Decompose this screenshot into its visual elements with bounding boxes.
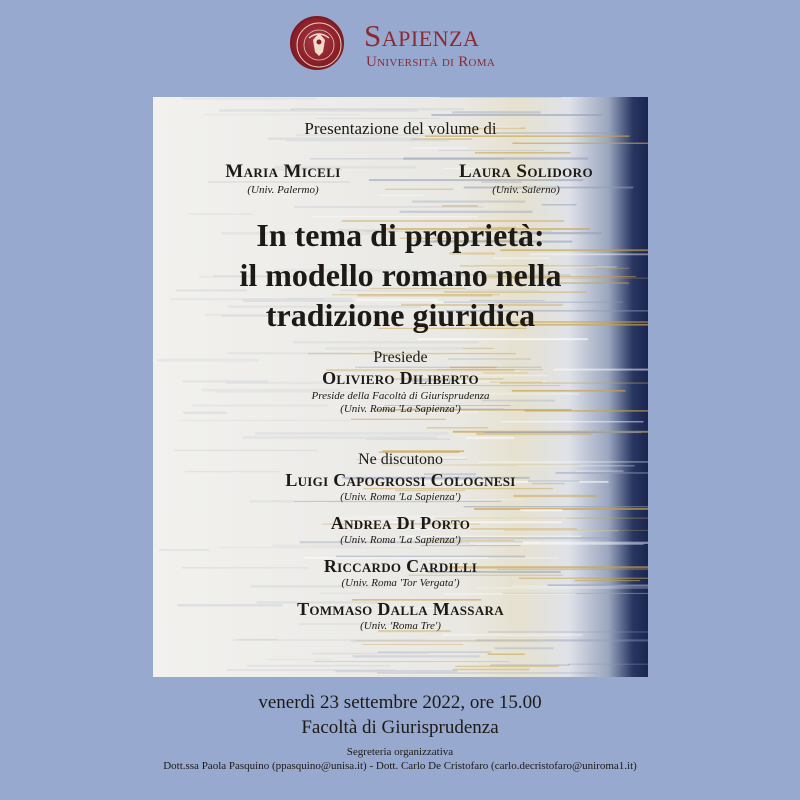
brand-subtitle: Università di Roma [366,54,496,70]
secretariat-label: Segreteria organizzativa [346,746,454,758]
discussant-affiliation: (Univ. Roma 'Tor Vergata') [341,577,460,589]
chair-section [153,349,648,416]
author-name: Laura Solidoro [459,161,593,182]
discussant-affiliation: (Univ. 'Roma Tre') [360,620,441,632]
chair-name: Oliviero Diliberto [322,368,479,388]
event-date: venerdì 23 settembre 2022, ore 15.00 [258,692,542,713]
discussant [153,556,648,590]
book-title [153,215,648,335]
event-venue: Facoltà di Giurisprudenza [301,717,499,738]
sapienza-logo [290,14,530,86]
title-line: In tema di proprietà: [256,217,545,253]
discussant-affiliation: (Univ. Roma 'La Sapienza') [340,534,461,546]
author-affiliation: (Univ. Salerno) [492,184,560,196]
chair-role: Presiede [373,349,428,366]
title-line: il modello romano nella [239,257,562,293]
author-2 [431,161,621,196]
discussant-name: Andrea Di Porto [330,513,471,533]
discussant-name: Tommaso Dalla Massara [297,599,504,619]
discussants-section [153,451,648,633]
secretariat-contacts: Dott.ssa Paola Pasquino (ppasquino@unisa.it) - Dott. Carlo De Cristofaro (carlo.decristofaro@uniroma1.it) [163,760,637,772]
chair-affiliation: Preside della Facoltà di Giurisprudenza [311,390,490,402]
discussant [153,599,648,633]
author-1 [203,161,363,196]
discussant-name: Luigi Capogrossi Colognesi [285,470,516,490]
author-affiliation: (Univ. Palermo) [247,184,319,196]
discussant [153,470,648,504]
brand-name: Sapienza [364,18,480,53]
discussant [153,513,648,547]
discussant-affiliation: (Univ. Roma 'La Sapienza') [340,491,461,503]
university-seal-icon [290,16,344,70]
discussants-label: Ne discutono [358,451,443,468]
author-name: Maria Miceli [225,161,341,182]
intro-text: Presentazione del volume di [304,119,497,138]
chair-affiliation-university: (Univ. Roma 'La Sapienza') [340,403,461,415]
title-line: tradizione giuridica [265,297,536,333]
event-poster [153,97,648,677]
discussant-name: Riccardo Cardilli [323,556,478,576]
